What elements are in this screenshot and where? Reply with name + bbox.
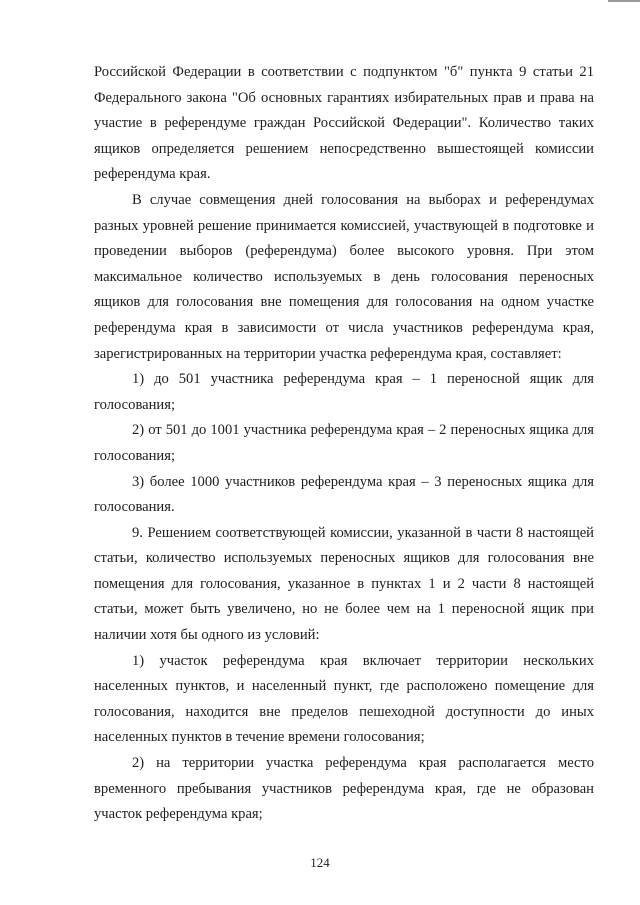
condition-item-1: 1) участок референдума края включает территории нескольких населенных пунктов, и населенный пункт, где расположено помещение для голосования, находится вне пределов пешеходной доступности до иных населенных пунктов в течение времени голосования; — [94, 652, 594, 746]
list-item-1: 1) до 501 участника референдума края – 1 переносной ящик для голосования; — [94, 371, 594, 413]
scan-corner-mark — [608, 0, 640, 2]
paragraph-combined-voting: В случае совмещения дней голосования на выборах и референдумах разных уровней решение принимается комиссией, участвующей в подготовке и проведении выборов (референдума) более высокого уровня. При этом максимальное количество используемых в день голосования переносных ящиков для голосования вне помещения для голосования на одном участке референдума края в зависимости от числа участников референдума края, зарегистрированных на территории участка референдума края, составляет: — [94, 191, 594, 362]
list-item-3: 3) более 1000 участников референдума края – 3 переносных ящика для голосования. — [94, 473, 594, 516]
paragraph-section-9: 9. Решением соответствующей комиссии, указанной в части 8 настоящей статьи, количество используемых переносных ящиков для голосования вне помещения для голосования, указанное в пунктах 1 и 2 части 8 настоящей статьи, может быть увеличено, но не более чем на 1 переносной ящик при наличии хотя бы одного из условий: — [94, 524, 594, 644]
list-item-2: 2) от 501 до 1001 участника референдума края – 2 переносных ящика для голосования; — [94, 422, 594, 464]
page-number: 124 — [310, 855, 330, 870]
condition-item-2: 2) на территории участка референдума края располагается место временного пребывания участников референдума края, где не образован участок референдума края; — [94, 755, 594, 823]
paragraph-continuation: Российской Федерации в соответствии с подпунктом "б" пункта 9 статьи 21 Федерального закона "Об основных гарантиях избирательных прав и права на участие в референдуме граждан Российской Федерации". Количество таких ящиков определяется решением непосредственно вышестоящей комиссии референдума края. — [94, 64, 594, 183]
document-page — [94, 60, 594, 828]
